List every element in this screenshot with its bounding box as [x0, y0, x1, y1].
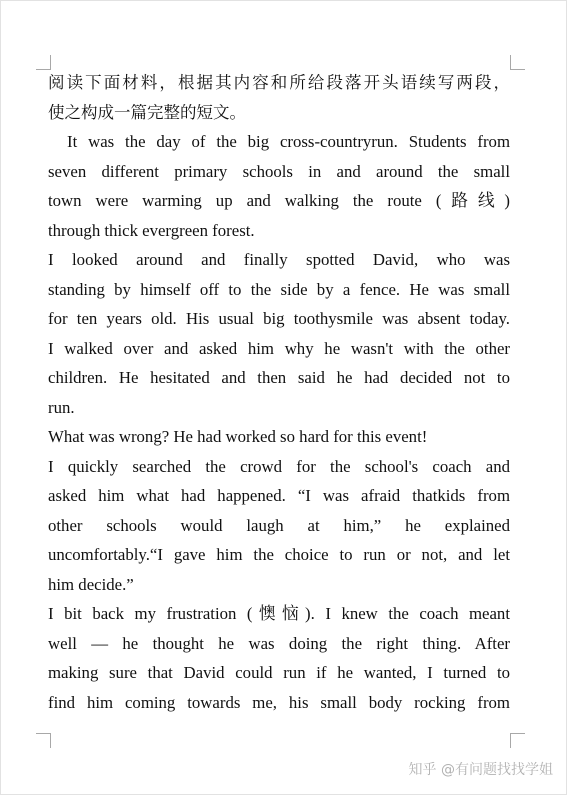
crop-mark-bottom-right [510, 733, 525, 748]
passage-line: I walked over and asked him why he wasn't with the other [48, 338, 510, 358]
document-body [48, 68, 510, 717]
passage-line: seven different primary schools in and around the small [48, 161, 510, 181]
passage-line: standing by himself off to the side by a fence. He was small [48, 279, 510, 299]
passage-line: asked him what had happened. “I was afraid thatkids from [48, 486, 510, 505]
passage-line: well — he thought he was doing the right thing. After [48, 633, 510, 653]
passage-line: find him coming towards me, his small body rocking from [48, 692, 510, 712]
passage-line: him decide.” [48, 574, 134, 594]
crop-mark-top-right [510, 55, 525, 70]
instruction-line-1: 阅读下面材料，根据其内容和所给段落开头语续写两段， [48, 73, 510, 92]
passage-line: making sure that David could run if he wanted, I turned to [48, 663, 510, 682]
passage-line: town were warming up and walking the route (路线) [48, 191, 510, 210]
passage-line: What was wrong? He had worked so hard for this event! [48, 427, 428, 446]
passage-line: I bit back my frustration (懊恼). I knew the coach meant [48, 604, 510, 623]
passage-line: It was the day of the big cross-countryrun. Students from [67, 132, 510, 151]
passage-line: other schools would laugh at him,” he explained [48, 515, 510, 535]
passage-line: run. [48, 397, 75, 417]
passage-line: through thick evergreen forest. [48, 220, 255, 240]
watermark: 知乎 @有问题找找学姐 [408, 762, 553, 778]
passage-line: uncomfortably.“I gave him the choice to run or not, and let [48, 545, 510, 564]
instruction-line-2: 使之构成一篇完整的短文。 [48, 102, 246, 122]
passage-line: children. He hesitated and then said he had decided not to [48, 368, 510, 387]
passage-line: I looked around and finally spotted David, who was [48, 250, 510, 269]
passage-line: for ten years old. His usual big toothysmile was absent today. [48, 309, 510, 328]
passage-line: I quickly searched the crowd for the school's coach and [48, 456, 510, 476]
crop-mark-bottom-left [36, 733, 51, 748]
